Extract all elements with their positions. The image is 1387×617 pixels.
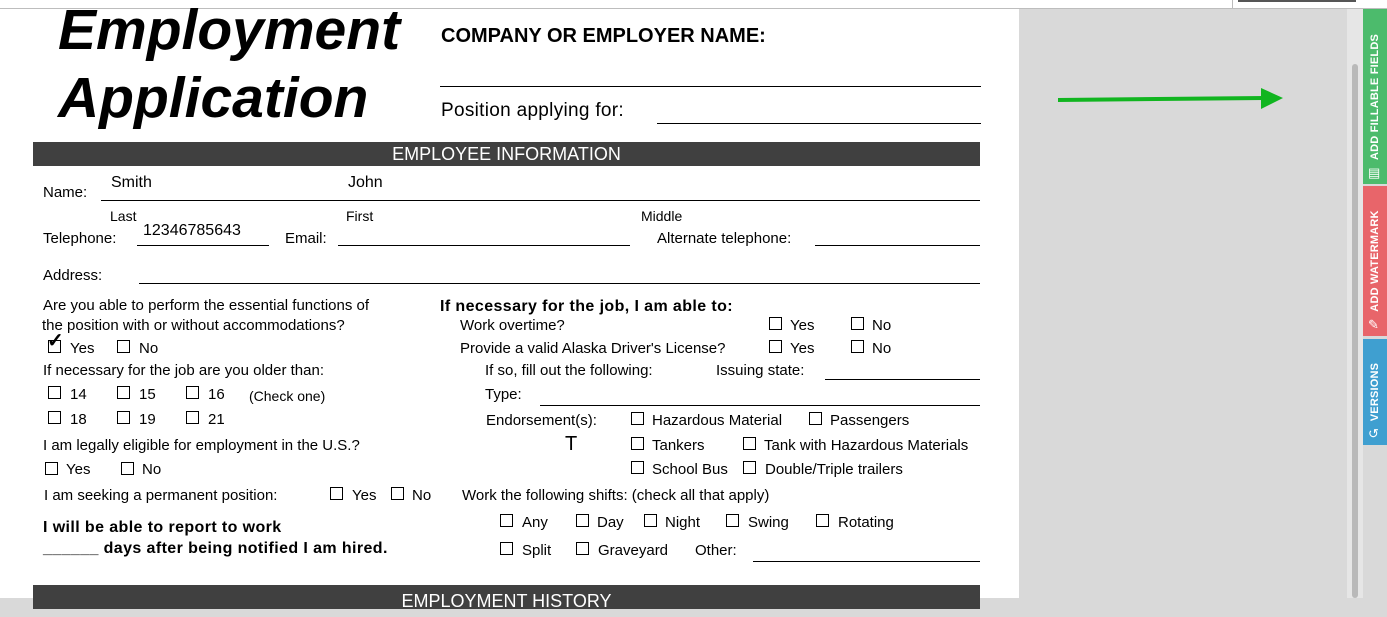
add-fillable-fields-label: ADD FILLABLE FIELDS bbox=[1369, 33, 1381, 160]
name-field-line bbox=[101, 200, 980, 201]
report-days-text: ______ days after being notified I am hired. bbox=[43, 540, 388, 557]
shift-swing-checkbox[interactable] bbox=[726, 514, 739, 527]
license-yes-checkbox[interactable] bbox=[769, 340, 782, 353]
title-employment: Employment bbox=[58, 0, 401, 62]
canvas-background bbox=[1019, 9, 1347, 598]
double-triple-label: Double/Triple trailers bbox=[765, 461, 903, 478]
age-21-checkbox[interactable] bbox=[186, 411, 199, 424]
report-to-work-text: I will be able to report to work bbox=[43, 519, 282, 536]
age-18-checkbox[interactable] bbox=[48, 411, 61, 424]
shift-graveyard-label: Graveyard bbox=[598, 542, 669, 559]
essential-no-checkbox[interactable] bbox=[117, 340, 130, 353]
overtime-yes-label: Yes bbox=[790, 317, 815, 334]
age-15-label: 15 bbox=[139, 386, 156, 403]
employment-history-header: EMPLOYMENT HISTORY bbox=[33, 585, 980, 609]
age-15-checkbox[interactable] bbox=[117, 386, 130, 399]
able-to-heading: If necessary for the job, I am able to: bbox=[440, 298, 734, 315]
first-label: First bbox=[346, 208, 374, 224]
name-label: Name: bbox=[43, 184, 88, 201]
eligible-yes-label: Yes bbox=[66, 461, 91, 478]
overtime-no-checkbox[interactable] bbox=[851, 317, 864, 330]
school-bus-label: School Bus bbox=[652, 461, 728, 478]
shift-swing-label: Swing bbox=[748, 514, 789, 531]
toolbar-divider bbox=[1232, 0, 1233, 8]
shift-other-field[interactable] bbox=[753, 561, 980, 562]
alternate-telephone-field[interactable] bbox=[815, 245, 980, 246]
shift-night-label: Night bbox=[665, 514, 701, 531]
license-type-label: Type: bbox=[485, 386, 522, 403]
overtime-no-label: No bbox=[872, 317, 892, 334]
passengers-checkbox[interactable] bbox=[809, 412, 822, 425]
age-18-label: 18 bbox=[70, 411, 87, 428]
license-question: Provide a valid Alaska Driver's License? bbox=[460, 340, 726, 357]
age-19-label: 19 bbox=[139, 411, 156, 428]
tankers-label: Tankers bbox=[652, 437, 705, 454]
telephone-label: Telephone: bbox=[43, 230, 117, 247]
address-label: Address: bbox=[43, 267, 103, 284]
add-watermark-label: ADD WATERMARK bbox=[1369, 210, 1381, 312]
issuing-state-field[interactable] bbox=[825, 379, 980, 380]
employee-information-header: EMPLOYEE INFORMATION bbox=[33, 142, 980, 166]
hazardous-material-checkbox[interactable] bbox=[631, 412, 644, 425]
shift-rotating-label: Rotating bbox=[838, 514, 894, 531]
essential-functions-question: Are you able to perform the essential functions of bbox=[43, 297, 370, 314]
age-14-label: 14 bbox=[70, 386, 87, 403]
eligible-no-checkbox[interactable] bbox=[121, 462, 134, 475]
check-one-note: (Check one) bbox=[249, 388, 326, 404]
vertical-scrollbar[interactable] bbox=[1347, 9, 1363, 598]
tankers-checkbox[interactable] bbox=[631, 437, 644, 450]
toolbar-tab-edge[interactable] bbox=[1238, 0, 1356, 2]
shift-day-checkbox[interactable] bbox=[576, 514, 589, 527]
tank-hazardous-checkbox[interactable] bbox=[743, 437, 756, 450]
last-label: Last bbox=[110, 208, 137, 224]
position-label: Position applying for: bbox=[441, 100, 624, 121]
overtime-yes-checkbox[interactable] bbox=[769, 317, 782, 330]
license-yes-label: Yes bbox=[790, 340, 815, 357]
shift-any-label: Any bbox=[522, 514, 548, 531]
age-16-checkbox[interactable] bbox=[186, 386, 199, 399]
middle-label: Middle bbox=[641, 208, 683, 224]
hazardous-material-label: Hazardous Material bbox=[652, 412, 783, 429]
essential-no-label: No bbox=[139, 340, 159, 357]
age-16-label: 16 bbox=[208, 386, 225, 403]
shift-split-label: Split bbox=[522, 542, 552, 559]
overtime-question: Work overtime? bbox=[460, 317, 565, 334]
shift-rotating-checkbox[interactable] bbox=[816, 514, 829, 527]
position-field[interactable] bbox=[657, 123, 981, 124]
issuing-state-label: Issuing state: bbox=[716, 362, 805, 379]
shift-split-checkbox[interactable] bbox=[500, 542, 513, 555]
email-field[interactable] bbox=[338, 245, 630, 246]
essential-functions-question-cont: the position with or without accommodations? bbox=[42, 317, 345, 334]
permanent-yes-checkbox[interactable] bbox=[330, 487, 343, 500]
last-name-value[interactable]: Smith bbox=[111, 174, 152, 191]
age-21-label: 21 bbox=[208, 411, 225, 428]
endorsement-value[interactable]: T bbox=[565, 433, 578, 455]
school-bus-checkbox[interactable] bbox=[631, 461, 644, 474]
license-no-checkbox[interactable] bbox=[851, 340, 864, 353]
shift-graveyard-checkbox[interactable] bbox=[576, 542, 589, 555]
fillable-fields-icon: ▤ bbox=[1368, 165, 1381, 180]
permanent-no-label: No bbox=[412, 487, 432, 504]
checkmark-icon: ✓ bbox=[47, 330, 64, 352]
email-label: Email: bbox=[285, 230, 327, 247]
title-application: Application bbox=[58, 66, 369, 130]
double-triple-checkbox[interactable] bbox=[743, 461, 756, 474]
eligibility-question: I am legally eligible for employment in the U.S.? bbox=[43, 437, 360, 454]
license-type-field[interactable] bbox=[540, 405, 980, 406]
company-name-label: COMPANY OR EMPLOYER NAME: bbox=[441, 25, 766, 47]
permanent-position-question: I am seeking a permanent position: bbox=[44, 487, 278, 504]
scrollbar-thumb[interactable] bbox=[1352, 64, 1358, 598]
endorsements-label: Endorsement(s): bbox=[486, 412, 597, 429]
shift-any-checkbox[interactable] bbox=[500, 514, 513, 527]
tank-hazardous-label: Tank with Hazardous Materials bbox=[764, 437, 969, 454]
versions-button[interactable] bbox=[1363, 339, 1387, 445]
green-arrow-icon bbox=[1057, 87, 1307, 113]
age-14-checkbox[interactable] bbox=[48, 386, 61, 399]
age-19-checkbox[interactable] bbox=[117, 411, 130, 424]
shifts-question: Work the following shifts: (check all that apply) bbox=[462, 487, 770, 504]
passengers-label: Passengers bbox=[830, 412, 910, 429]
shift-day-label: Day bbox=[597, 514, 624, 531]
address-field[interactable] bbox=[139, 283, 980, 284]
history-icon: ↺ bbox=[1368, 426, 1379, 441]
if-so-instruction: If so, fill out the following: bbox=[485, 362, 653, 379]
add-watermark-button[interactable] bbox=[1363, 186, 1387, 336]
permanent-no-checkbox[interactable] bbox=[391, 487, 404, 500]
shift-night-checkbox[interactable] bbox=[644, 514, 657, 527]
company-name-field[interactable] bbox=[440, 86, 981, 87]
shift-other-label: Other: bbox=[695, 542, 737, 559]
watermark-icon: ✎ bbox=[1368, 317, 1379, 332]
eligible-no-label: No bbox=[142, 461, 162, 478]
versions-label: VERSIONS bbox=[1369, 362, 1381, 422]
alternate-telephone-label: Alternate telephone: bbox=[657, 230, 792, 247]
older-than-question: If necessary for the job are you older than: bbox=[43, 362, 324, 379]
telephone-field bbox=[137, 245, 269, 246]
permanent-yes-label: Yes bbox=[352, 487, 377, 504]
eligible-yes-checkbox[interactable] bbox=[45, 462, 58, 475]
first-name-value[interactable]: John bbox=[348, 174, 383, 191]
add-fillable-fields-button[interactable] bbox=[1363, 9, 1387, 184]
license-no-label: No bbox=[872, 340, 892, 357]
essential-yes-label: Yes bbox=[70, 340, 95, 357]
telephone-value[interactable]: 12346785643 bbox=[143, 222, 241, 239]
